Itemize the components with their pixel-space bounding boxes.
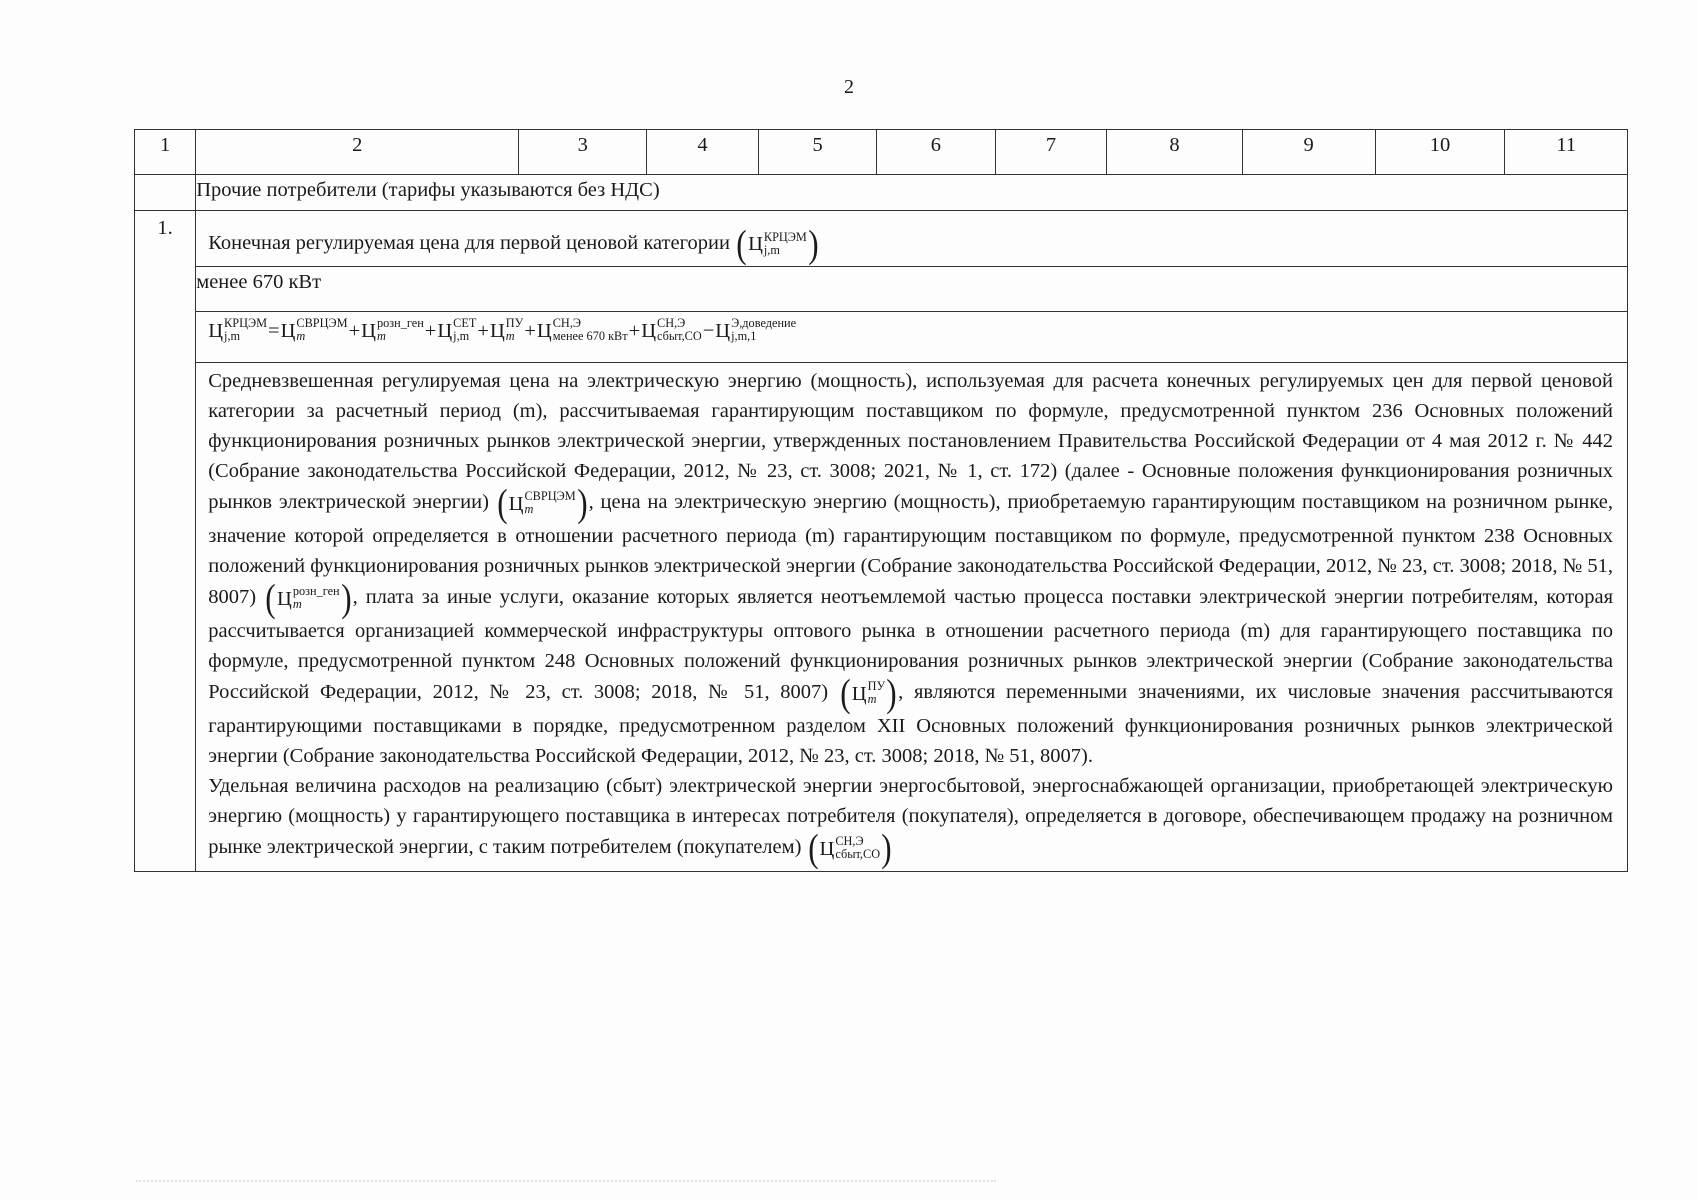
scan-artifact-line xyxy=(136,1180,996,1182)
col-header: 8 xyxy=(1107,130,1242,175)
row-number: 1. xyxy=(135,211,196,872)
explanation-text xyxy=(196,363,1628,872)
page-number: 2 xyxy=(844,76,854,98)
power-range: менее 670 кВт xyxy=(196,267,1628,312)
paragraph-1: Средневзвешенная регулируемая цена на электрическую энергию (мощность), используемая для расчета конечных регулируемых цен для первой ценовой категории за расчетный период (m), рассчитываемая гарантирующим поставщиком по формуле, предусмотренной пунктом 236 Основных положений функционирования розничных рынков электрической энергии, утвержденных постановлением Правительства Российской Федерации от 4 мая 2012 г. № 442 (Собрание законодательства Российской Федерации, 2012, № 23, ст. 3008; 2021, № 1, ст. 172) (далее - Основные положения функционирования розничных рынков электрической энергии) ( Ц СВРЦЭМ m ) , цена на электрическую энергию (мощность), приобретаемую гарантирующим поставщиком на розничном рынке, значение которой определяется в отношении расчетного периода (m) гарантирующим поставщиком по формуле, предусмотренной пунктом 238 Основных положений функционирования розничных рынков электрической энергии (Собрание законодательства Российской Федерации, 2012, № 23, ст. 3008; 2018, № 51, 8007) ( Ц розн_ген m ) , плата за иные услуги, оказание которых является неотъемлемой частью процесса поставки электрической энергии потребителям, которая рассчитывается организацией коммерческой инфраструктуры оптового рынка в отношении расчетного периода (m) для гарантирующего поставщика по формуле, предусмотренной пунктом 248 Основных положений функционирования розничных рынков электрической энергии (Собрание законодательства Российской Федерации, 2012, № 23, ст. 3008; 2018, № 51, 8007) ( Ц ПУ m ) , являются переменными значениями, их числовые значения рассчитываются гарантирующими поставщиками в порядке, предусмотренном разделом XII Основных положений функционирования розничных рынков электрической энергии (Собрание законодательства Российской Федерации, 2012, № 23, ст. 3008; 2018, № 51, 8007). xyxy=(208,370,1614,768)
col-header: 6 xyxy=(877,130,995,175)
explanation-row xyxy=(135,363,1628,872)
paragraph-2: Удельная величина расходов на реализацию (сбыт) электрической энергии энергосбытовой, энергоснабжающей организации, приобретающей электрическую энергию (мощность) у гарантирующего поставщика в интересах потребителя (покупателя), определяется в договоре, обеспечивающем продажу на розничном рынке электрической энергии, с таким потребителем (покупателем) ( Ц СН,Э сбыт,СО ) xyxy=(208,775,1613,871)
section-row xyxy=(135,175,1628,211)
row-title-text: Конечная регулируемая цена для первой ценовой категории xyxy=(208,232,730,255)
symbol-rozn-gen: ( Ц розн_ген m ) xyxy=(265,577,352,621)
empty-cell xyxy=(135,175,196,211)
col-header: 7 xyxy=(995,130,1107,175)
col-header: 2 xyxy=(196,130,519,175)
col-header: 9 xyxy=(1242,130,1375,175)
column-number-row xyxy=(135,130,1628,175)
tariff-table xyxy=(134,129,1628,872)
section-heading: Прочие потребители (тарифы указываются без НДС) xyxy=(196,175,1628,211)
symbol-sbyt: ( Ц СН,Э сбыт,СО ) xyxy=(807,827,892,871)
row-title xyxy=(135,211,1628,267)
symbol-pu: ( Ц ПУ m ) xyxy=(840,672,897,716)
power-range-row xyxy=(135,267,1628,312)
formula-row xyxy=(135,312,1628,363)
col-header: 11 xyxy=(1505,130,1628,175)
row-title-cell xyxy=(196,211,1628,267)
symbol-krcem: ( Ц КРЦЭМ j,m ) xyxy=(736,222,819,266)
col-header: 4 xyxy=(647,130,759,175)
col-header: 10 xyxy=(1375,130,1505,175)
price-formula: Ц КРЦЭМ j,m =Ц СВРЦЭМ m +Ц розн_ген m +Ц СЕТ j,m +Ц ПУ m +Ц СН,Э менее 670 кВт +Ц СН,Э сбыт,СО −Ц Э,доведение j,m,1 xyxy=(196,312,1628,363)
col-header: 3 xyxy=(519,130,647,175)
col-header: 5 xyxy=(759,130,877,175)
symbol-svrcem: ( Ц СВРЦЭМ m ) xyxy=(496,482,588,525)
col-header: 1 xyxy=(135,130,196,175)
